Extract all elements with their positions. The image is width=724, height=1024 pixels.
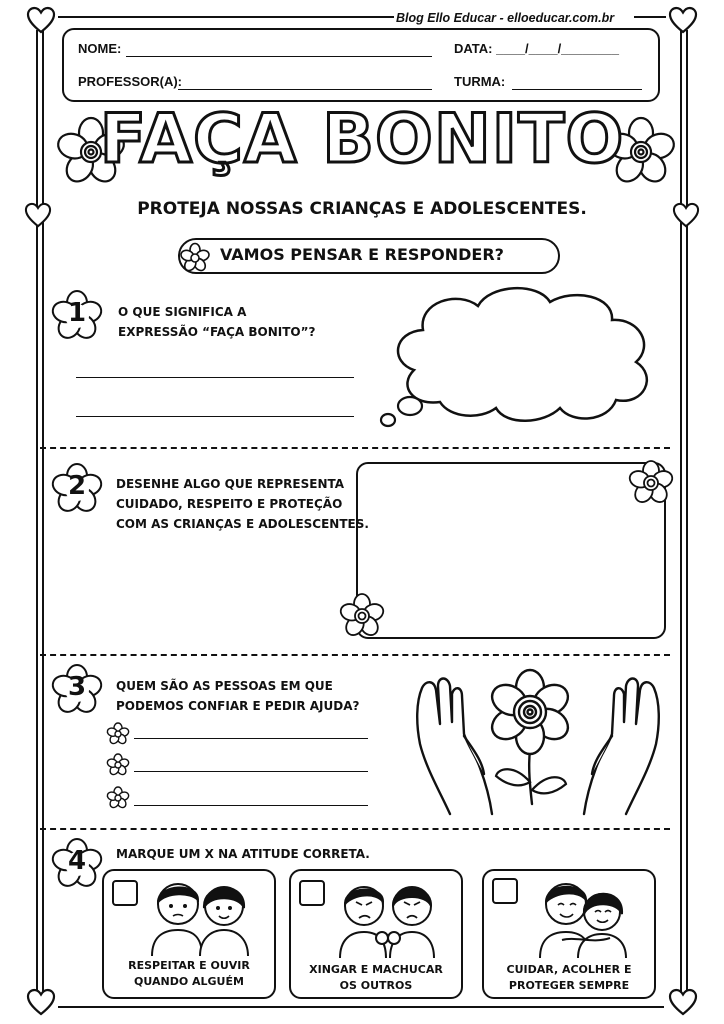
question-line: CUIDADO, RESPEITO E PROTEÇÃO — [116, 497, 343, 511]
small-flower-icon — [106, 786, 130, 810]
option-label: RESPEITAR E OUVIR QUANDO ALGUÉM — [128, 959, 250, 988]
question-line: DESENHE ALGO QUE REPRESENTA — [116, 477, 345, 491]
professor-label: PROFESSOR(A): — [78, 74, 182, 89]
turma-field[interactable] — [512, 89, 642, 90]
option-label: XINGAR E MACHUCAR OS OUTROS — [309, 963, 443, 992]
professor-field[interactable] — [178, 89, 432, 90]
blog-credit: Blog Ello Educar - elloeducar.com.br — [396, 11, 615, 25]
flower-icon — [628, 460, 674, 506]
question-text — [118, 302, 315, 342]
frame-left-inner — [42, 30, 44, 996]
question-number: 3 — [67, 672, 87, 702]
answer-line[interactable] — [134, 771, 368, 772]
section-divider — [40, 654, 670, 656]
question-text — [116, 844, 370, 864]
flower-icon — [338, 592, 386, 640]
option-checkbox[interactable] — [492, 878, 518, 904]
page-subtitle: PROTEJA NOSSAS CRIANÇAS E ADOLESCENTES. — [137, 199, 587, 219]
question-number: 1 — [67, 298, 87, 328]
question-line: EXPRESSÃO “FAÇA BONITO”? — [118, 325, 316, 339]
question-text — [116, 474, 369, 534]
section-banner-text: VAMOS PENSAR E RESPONDER? — [220, 245, 504, 264]
children-fighting-icon — [332, 876, 444, 958]
children-hugging-icon — [532, 874, 636, 958]
data-label[interactable]: DATA: ____/____/________ — [454, 41, 620, 56]
small-flower-icon — [106, 722, 130, 746]
student-info-box — [62, 28, 660, 102]
heart-icon — [26, 988, 56, 1016]
hands-holding-flower-icon — [410, 664, 666, 820]
heart-icon — [26, 6, 56, 34]
answer-line[interactable] — [134, 738, 368, 739]
small-flower-icon — [106, 753, 130, 777]
page-title: FAÇA BONITO — [99, 100, 625, 179]
question-line: MARQUE UM X NA ATITUDE CORRETA. — [116, 847, 370, 861]
answer-line[interactable] — [134, 805, 368, 806]
question-number: 2 — [67, 471, 87, 501]
option-checkbox[interactable] — [112, 880, 138, 906]
question-line: COM AS CRIANÇAS E ADOLESCENTES. — [116, 517, 369, 531]
question-line: QUEM SÃO AS PESSOAS EM QUE — [116, 679, 333, 693]
answer-line[interactable] — [76, 416, 354, 417]
nome-field[interactable] — [126, 56, 432, 57]
question-line: PODEMOS CONFIAR E PEDIR AJUDA? — [116, 699, 360, 713]
frame-top-left — [58, 16, 394, 18]
option-checkbox[interactable] — [299, 880, 325, 906]
flower-icon — [180, 243, 210, 273]
children-respect-icon — [144, 874, 256, 956]
question-number: 4 — [67, 846, 87, 876]
heart-icon — [668, 988, 698, 1016]
frame-left-outer — [36, 30, 38, 996]
nome-label: NOME: — [78, 41, 122, 56]
frame-right-inner — [680, 30, 682, 996]
thought-cloud-icon — [378, 282, 668, 432]
answer-line[interactable] — [76, 377, 354, 378]
question-text — [116, 676, 359, 716]
frame-top-right — [634, 16, 666, 18]
section-divider — [40, 828, 670, 830]
question-line: O QUE SIGNIFICA A — [118, 305, 247, 319]
frame-right-outer — [686, 30, 688, 996]
section-divider — [40, 447, 670, 449]
drawing-area[interactable] — [356, 462, 666, 639]
heart-icon — [668, 6, 698, 34]
turma-label: TURMA: — [454, 74, 506, 89]
option-label: CUIDAR, ACOLHER E PROTEGER SEMPRE — [506, 963, 632, 992]
frame-bottom — [58, 1006, 664, 1008]
